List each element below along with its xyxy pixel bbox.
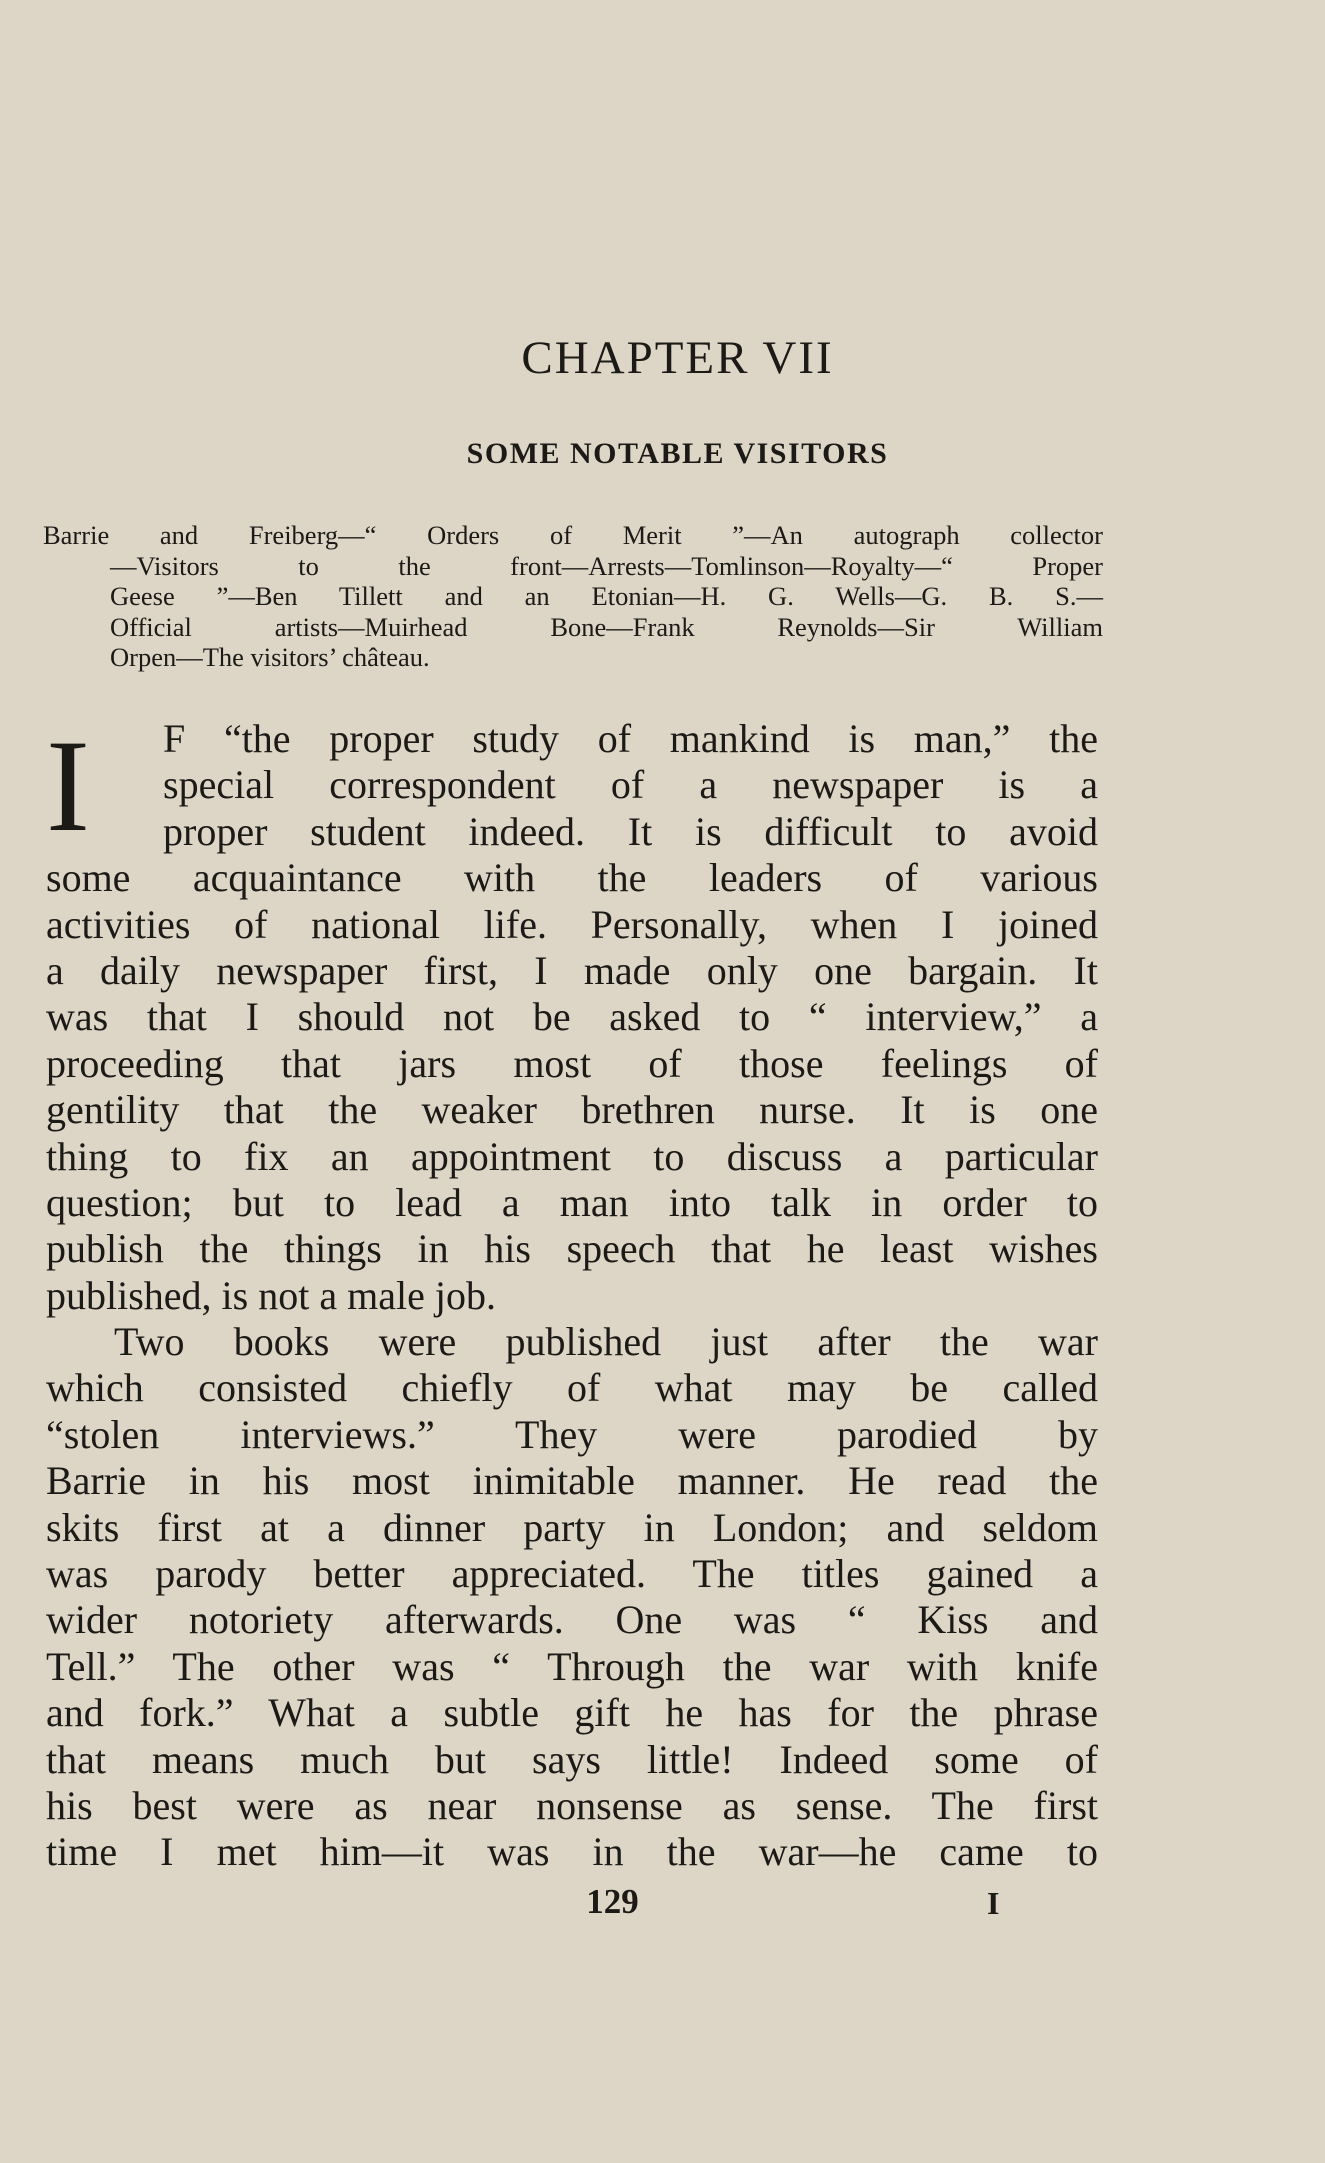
body-line: proper student indeed. It is difficult to avoid — [163, 808, 1098, 854]
chapter-title: CHAPTER VII — [521, 332, 834, 384]
body-line: “stolen interviews.” They were parodied by — [46, 1411, 1098, 1457]
chapter-subtitle: SOME NOTABLE VISITORS — [466, 437, 889, 470]
body-text — [46, 712, 1098, 1876]
synopsis-line: —Visitors to the front—Arrests—Tomlinson—Royalty—“ Proper — [110, 550, 1103, 581]
signature-mark: I — [987, 1885, 1000, 1921]
body-line: was that I should not be asked to “ interview,” a — [46, 994, 1098, 1040]
synopsis-line: Orpen—The visitors’ château. — [110, 642, 430, 672]
body-line: which consisted chiefly of what may be called — [46, 1365, 1098, 1411]
chapter-synopsis — [43, 520, 1103, 673]
body-line: that means much but says little! Indeed some of — [46, 1736, 1098, 1782]
body-line: thing to fix an appointment to discuss a particular — [46, 1133, 1098, 1179]
body-line: special correspondent of a newspaper is a — [163, 762, 1098, 808]
drop-cap: I — [46, 712, 90, 859]
body-line: wider notoriety afterwards. One was “ Kiss and — [46, 1597, 1098, 1643]
body-line: skits first at a dinner party in London; and seldom — [46, 1504, 1098, 1550]
body-line: activities of national life. Personally, when I joined — [46, 901, 1098, 947]
body-line: Tell.” The other was “ Through the war with knife — [46, 1643, 1098, 1689]
body-line: question; but to lead a man into talk in order to — [46, 1179, 1098, 1225]
body-line: F “the proper study of mankind is man,” the — [163, 716, 1098, 761]
body-line: Two books were published just after the war — [114, 1319, 1098, 1365]
body-line: and fork.” What a subtle gift he has for the phrase — [46, 1690, 1098, 1736]
body-line: some acquaintance with the leaders of various — [46, 855, 1098, 901]
body-line: his best were as near nonsense as sense. The first — [46, 1782, 1098, 1828]
body-line: time I met him—it was in the war—he came to — [46, 1829, 1098, 1875]
synopsis-line: Barrie and Freiberg—“ Orders of Merit ”—An autograph collector — [43, 520, 1103, 550]
synopsis-line: Official artists—Muirhead Bone—Frank Reynolds—Sir William — [110, 611, 1103, 642]
page-number: 129 — [586, 1882, 639, 1921]
synopsis-line: Geese ”—Ben Tillett and an Etonian—H. G. Wells—G. B. S.— — [110, 581, 1103, 611]
body-line: was parody better appreciated. The titles gained a — [46, 1551, 1098, 1597]
body-line: Barrie in his most inimitable manner. He read the — [46, 1458, 1098, 1504]
body-line: proceeding that jars most of those feelings of — [46, 1040, 1098, 1086]
body-line: gentility that the weaker brethren nurse. It is one — [46, 1087, 1098, 1133]
body-line: publish the things in his speech that he least wishes — [46, 1226, 1098, 1272]
body-line: a daily newspaper first, I made only one bargain. It — [46, 947, 1098, 993]
body-line: published, is not a male job. — [46, 1272, 496, 1318]
